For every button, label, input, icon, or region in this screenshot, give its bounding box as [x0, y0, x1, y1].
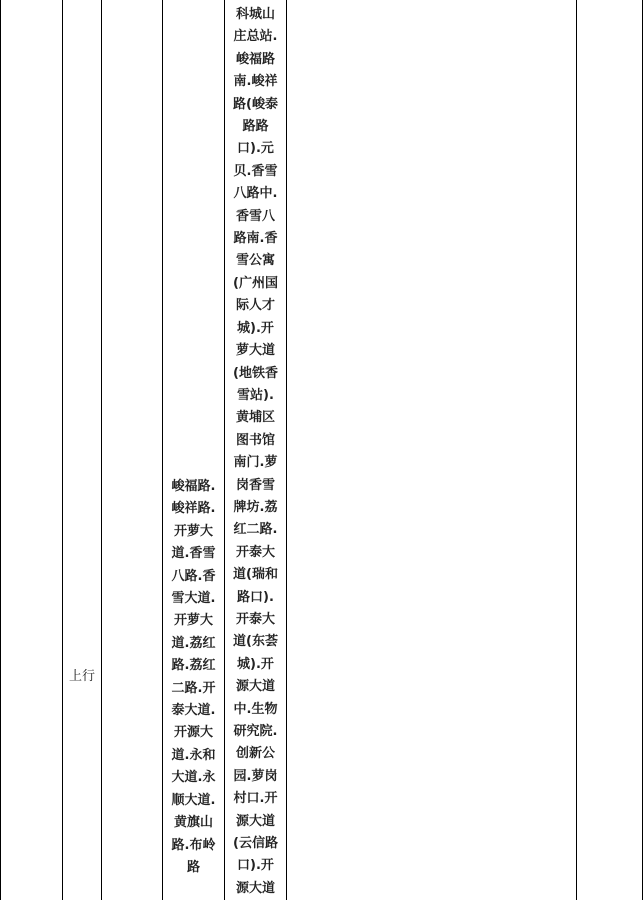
- route-roads-cell: 峻福路. 峻祥路. 开萝大 道.香雪 八路.香 雪大道. 开萝大 道.荔红 路.荔红 二路.开 泰大道. 开源大 道.永和 大道.永 顺大道. 黄旗山 路.布岭 路: [171, 479, 216, 875]
- table-divider-6: [576, 0, 577, 900]
- table-border-left: [0, 0, 1, 900]
- table-divider-4: [224, 0, 225, 900]
- direction-cell: 上行: [68, 669, 95, 684]
- table-divider-5: [286, 0, 287, 900]
- route-stops-cell: 科城山 庄总站. 峻福路 南.峻祥 路(峻泰 路路 口).元 贝.香雪 八路中. 香雪八 路南.香 雪公寓 (广州国 际人才 城).开 萝大道 (地铁香 雪站). 黄埔区 图书馆 南门.萝 岗香雪 牌坊.荔 红二路. 开泰大 道(瑞和 路口). 开泰大 道(东荟 城).开 源大道 中.生物 研究院. 创新公 园.萝岗 村口.开 源大道 (云信路 口).开 源大道: [233, 7, 278, 896]
- table-divider-2: [101, 0, 102, 900]
- table-divider-3: [162, 0, 163, 900]
- table-divider-1: [62, 0, 63, 900]
